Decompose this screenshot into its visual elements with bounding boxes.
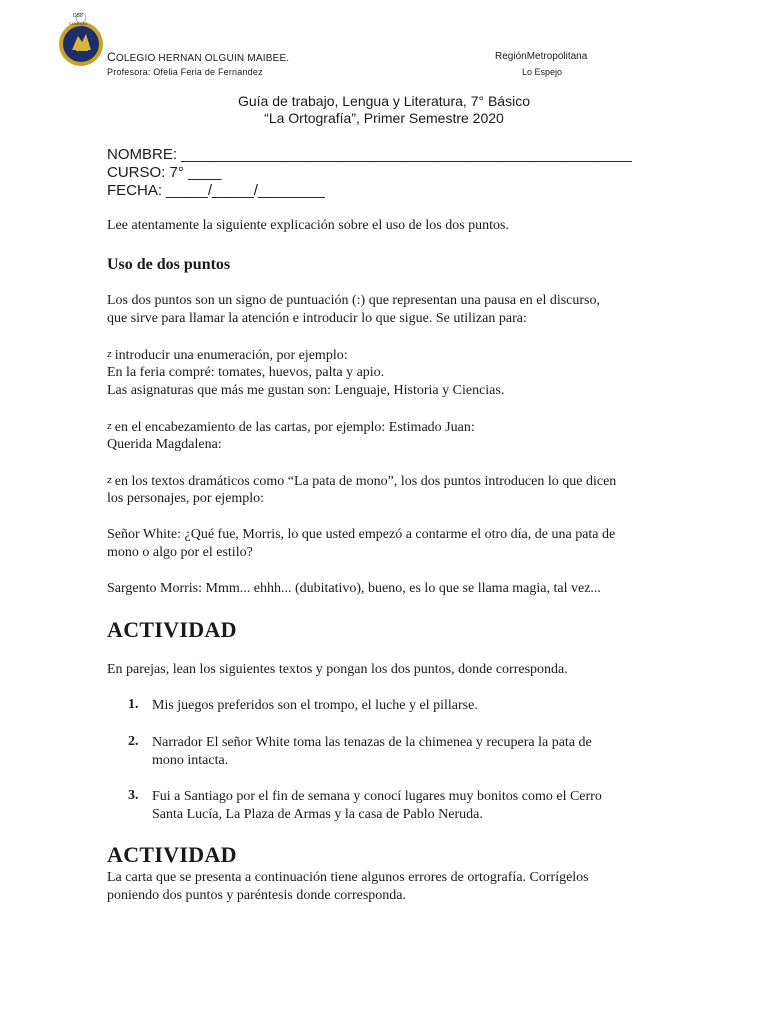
example-morris: Sargento Morris: Mmm... ehhh... (dubitativo), bueno, es lo que se llama magia, tal vez...: [107, 581, 601, 596]
item-text: Fui a Santiago por el fin de semana y conocí lugares muy bonitos como el Cerro: [152, 789, 602, 804]
use-enumeration: [107, 346, 348, 365]
intro-text: Lee atentamente la siguiente explicación sobre el uso de los dos puntos.: [107, 218, 509, 233]
course-field: CURSO: 7° ____: [107, 164, 222, 181]
item-text: Mis juegos preferidos son el trompo, el luche y el pillarse.: [152, 698, 478, 713]
use-enumeration-text: introducir una enumeración, por ejemplo:: [114, 348, 348, 363]
activity-heading-1: ACTIVIDAD: [107, 617, 237, 642]
item-number: 3.: [128, 788, 139, 803]
explanation-line-1: Los dos puntos son un signo de puntuación (:) que representan una pausa en el discurso,: [107, 293, 601, 308]
guide-title: Guía de trabajo, Lengua y Literatura, 7° Básico: [237, 93, 530, 109]
region-label: RegiónMetropolitana: [495, 51, 588, 62]
commune-label: Lo Espejo: [522, 67, 563, 77]
logo-top-text: DS8: [73, 13, 83, 19]
item-number: 1.: [128, 697, 139, 712]
bullet-icon: z: [107, 476, 112, 486]
example-magdalena: Querida Magdalena:: [107, 437, 222, 452]
item-text: Narrador El señor White toma las tenazas de la chimenea y recupera la pata de: [152, 735, 592, 750]
section-heading: Uso de dos puntos: [107, 256, 231, 273]
date-field: FECHA: _____/_____/________: [107, 182, 325, 199]
use-letters: [107, 418, 475, 437]
item-text-line-2: Santa Lucía, La Plaza de Armas y la casa de Pablo Neruda.: [152, 807, 483, 822]
activity-instruction: En parejas, lean los siguientes textos y pongan los dos puntos, donde corresponda.: [107, 662, 568, 677]
example-asignaturas: Las asignaturas que más me gustan son: Lenguaje, Historia y Ciencias.: [107, 383, 505, 398]
activity-heading-2: ACTIVIDAD: [107, 842, 237, 867]
bullet-icon: z: [107, 422, 112, 432]
bullet-icon: z: [107, 350, 112, 360]
explanation-line-2: que sirve para llamar la atención e introducir lo que sigue. Se utilizan para:: [107, 311, 527, 326]
example-feria: En la feria compré: tomates, huevos, palta y apio.: [107, 365, 385, 380]
activity2-line-1: La carta que se presenta a continuación tiene algunos errores de ortografía. Corrígelos: [107, 870, 589, 885]
item-number: 2.: [128, 734, 139, 749]
activity2-line-2: poniendo dos puntos y paréntesis donde corresponda.: [107, 888, 406, 903]
item-text-line-2: mono intacta.: [152, 753, 229, 768]
school-name: [107, 50, 289, 64]
example-white-line-1: Señor White: ¿Qué fue, Morris, lo que usted empezó a contarme el otro día, de una pata de: [107, 527, 616, 542]
use-letters-text: en el encabezamiento de las cartas, por ejemplo: Estimado Juan:: [114, 420, 475, 435]
school-logo: [56, 12, 106, 72]
school-name-rest: OLEGIO HERNAN OLGUIN MAIBEE.: [115, 53, 290, 64]
use-dramatic-text: en los textos dramáticos como “La pata de mono”, los dos puntos introducen lo que dicen: [114, 474, 617, 489]
name-field: NOMBRE: ______________________________________________________: [107, 146, 632, 163]
school-name-initial: C: [107, 50, 116, 64]
use-dramatic: [107, 472, 616, 491]
teacher-name: Profesora: Ofelia Feria de Fernandez: [107, 67, 263, 77]
example-white-line-2: mono o algo por el estilo?: [107, 545, 253, 560]
guide-subtitle: “La Ortografía”, Primer Semestre 2020: [264, 110, 504, 126]
logo-small-text: COLEGIO: [69, 21, 88, 26]
use-dramatic-line-2: los personajes, por ejemplo:: [107, 491, 265, 506]
